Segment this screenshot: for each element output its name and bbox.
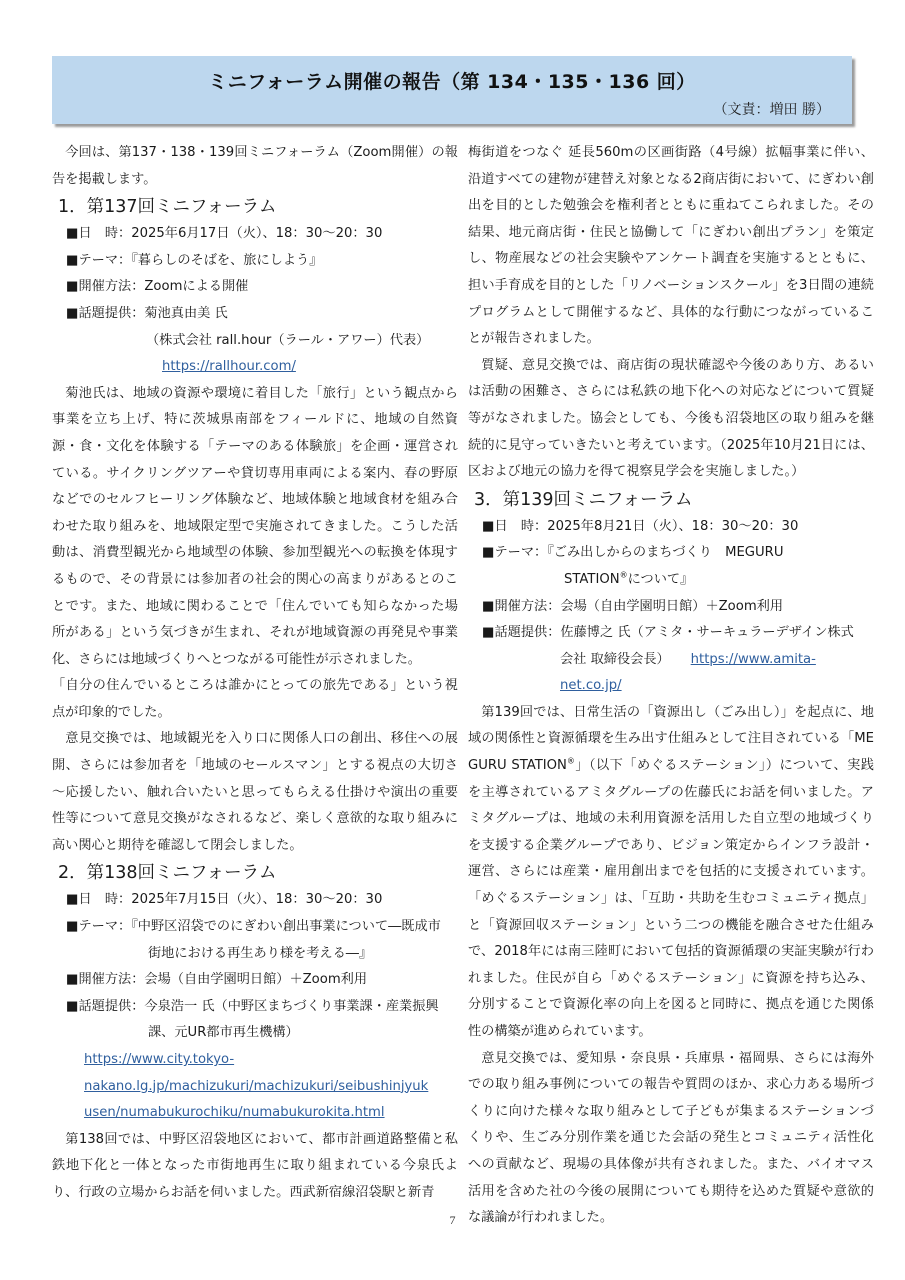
article-title: ミニフォーラム開催の報告（第 134・135・136 回） [208, 71, 696, 93]
discussion-paragraph: 意見交換では、愛知県・奈良県・兵庫県・福岡県、さらには海外での取り組み事例についての報告や質問のほか、求心力ある場所づくりに向けた様々な取り組みとして子どもが集まるステーションづくりや、生ごみ分別作業を通じた会話の発生とコミュニティ活性化への貢献など、現場の具体像が共有されました。また、バイオマス活用を含めた社の今後の展開についても期待を込めた質疑や意欲的な議論が行われました。 [468, 1050, 874, 1226]
section-heading-137: 1．第137回ミニフォーラム [58, 197, 277, 218]
speaker-affiliation-137: （株式会社 rall.hour（ラール・アワー）代表） [146, 332, 430, 348]
report-paragraph: 「自分の住んでいるところは誰かにとっての旅先である」という視点が印象的でした。 [52, 678, 458, 720]
event-theme-138-cont: 街地における再生あり様を考える―』 [148, 945, 373, 961]
event-method-137: ■開催方法：Zoomによる開催 [66, 279, 249, 295]
discussion-paragraph: 意見交換では、地域観光を入り口に関係人口の創出、移住への展開、さらには参加者を「地域のセールスマン」とする視点の大切さ～応援したい、触れ合いたいと思ってもらえる仕掛けや演出の重要性等について意見交換がなされるなど、楽しく意欲的な取り組みに高い関心と期待を確認して閉会しました。 [52, 731, 458, 853]
report-paragraph: 第138回では、中野区沼袋地区において、都市計画道路整備と私鉄地下化と一体となった市街地再生に取り組まれている今泉氏より、行政の立場からお話を伺いました。西武新宿線沼袋駅と新青 [52, 1131, 458, 1200]
speaker-role: 会社 取締役会長） [560, 651, 670, 667]
speaker-url-138-part3[interactable]: usen/numabukurochiku/numabukurokita.html [84, 1105, 385, 1121]
event-speaker-139: ■話題提供：佐藤博之 氏（アミタ・サーキュラーデザイン株式 [482, 625, 854, 641]
event-speaker-138-cont: 課、元UR都市再生機構） [148, 1025, 299, 1041]
report-text: 第139回では、日常生活の「資源出し（ごみ出し）」を起点に、地域の関係性と資源循環を生み出す仕組みとして注目されている「MEGURU STATION [468, 704, 874, 774]
speaker-url-138-part2[interactable]: nakano.lg.jp/machizukuri/machizukuri/seibushinjyuk [84, 1078, 429, 1094]
speaker-url-137[interactable]: https://rallhour.com/ [162, 359, 296, 375]
event-theme-138: ■テーマ：『中野区沼袋でのにぎわい創出事業について―既成市 [66, 919, 441, 935]
report-paragraph-cont: 梅街道をつなぐ 延長560mの区画街路（4号線）拡幅事業に伴い、沿道すべての建物が建替え対象となる2商店街において、にぎわい創出を目的とした勉強会を権利者とともに重ねてこられました。その結果、地元商店街・住民と協働して「にぎわい創出プラン」を策定し、物産展などの社会実験やアンケート調査を実施するとともに、担い手育成を目的とした「リノベーションスクール」を3日間の連続プログラムとして開催するなど、具体的な行動につながっていることが報告されました。 [468, 145, 874, 347]
event-date-137: ■日 時：2025年6月17日（火）、18：30～20：30 [66, 226, 383, 242]
report-paragraph: 菊池氏は、地域の資源や環境に着目した「旅行」という観点から事業を立ち上げ、特に茨城県南部をフィールドに、地域の自然資源・食・文化を体験する「テーマのある体験旅」を企画・運営されている。サイクリングツアーや貸切専用車両による案内、春の野原などでのセルフヒーリング体験など、地域体験と地域食材を組み合わせた取り組みを、地域限定型で実施されてきました。こうした活動は、消費型観光から地域型の体験、参加型観光への転換を体現するもので、その背景には参加者の社会的関心の高まりがあるとのことです。また、地域に関わることで「住んでいても知らなかった場所がある」という気づきが生まれ、それが地域資源の再発見や事業化、さらには地域づくりへとつながる可能性が示されました。 [52, 385, 458, 667]
discussion-paragraph: 質疑、意見交換では、商店街の現状確認や今後のあり方、あるいは活動の困難さ、さらには私鉄の地下化への対応などについて質疑等がなされました。協会としても、今後も沼袋地区の取り組みを継続的に見守っていきたいと考えています。（2025年10月21日には、区および地元の協力を得て視察見学会を実施しました。） [468, 357, 874, 480]
left-column [52, 140, 458, 1207]
event-speaker-137: ■話題提供：菊池真由美 氏 [66, 305, 228, 321]
theme-text: STATION [564, 571, 620, 587]
article-header [52, 56, 852, 124]
event-date-138: ■日 時：2025年7月15日（火）、18：30～20：30 [66, 892, 383, 908]
event-method-138: ■開催方法：会場（自由学園明日館）＋Zoom利用 [66, 972, 368, 988]
article-author: （文責：増田 勝） [713, 102, 830, 118]
right-column [468, 140, 874, 1232]
event-method-139: ■開催方法：会場（自由学園明日館）＋Zoom利用 [482, 598, 784, 614]
event-speaker-139-cont [468, 647, 874, 700]
speaker-url-138-part1[interactable]: https://www.city.tokyo- [84, 1052, 235, 1067]
event-theme-139-cont [468, 567, 874, 594]
event-theme-139: ■テーマ：『ごみ出しからのまちづくり MEGURU [482, 545, 784, 561]
section-heading-139: 3．第139回ミニフォーラム [474, 489, 693, 510]
registered-mark: ® [566, 756, 575, 766]
speaker-url-139[interactable]: https://www.amita-net.co.jp/ [560, 651, 816, 694]
report-paragraph [468, 700, 874, 1046]
registered-mark: ® [619, 570, 628, 580]
report-text: 」（以下「めぐるステーション」）について、実践を主導されているアミタグループの佐藤氏にお話を伺いました。アミタグループは、地域の未利用資源を活用した自立型の地域づくりを支援する企業グループであり、ビジョン策定からインフラ設計・運営、さらには産業・雇用創出までを包括的に支援されています。「めぐるステーション」は、「互助・共助を生むコミュニティ拠点」と「資源回収ステーション」という二つの機能を融合させた仕組みで、2018年には南三陸町において包括的資源循環の実証実験が行われました。住民が自ら「めぐるステーション」に資源を持ち込み、分別することで資源化率の向上を図ると同時に、拠点を通じた関係性の構築が進められています。 [468, 758, 874, 1039]
event-theme-137: ■テーマ：『暮らしのそばを、旅にしよう』 [66, 252, 323, 268]
section-heading-138: 2．第138回ミニフォーラム [58, 863, 277, 884]
theme-text: について』 [627, 571, 694, 587]
event-date-139: ■日 時：2025年8月21日（火）、18：30～20：30 [482, 518, 799, 534]
intro-paragraph: 今回は、第137・138・139回ミニフォーラム（Zoom開催）の報告を掲載します。 [52, 145, 458, 187]
event-speaker-138: ■話題提供：今泉浩一 氏（中野区まちづくり事業課・産業振興 [66, 998, 439, 1014]
page-number: 7 [449, 1213, 456, 1227]
